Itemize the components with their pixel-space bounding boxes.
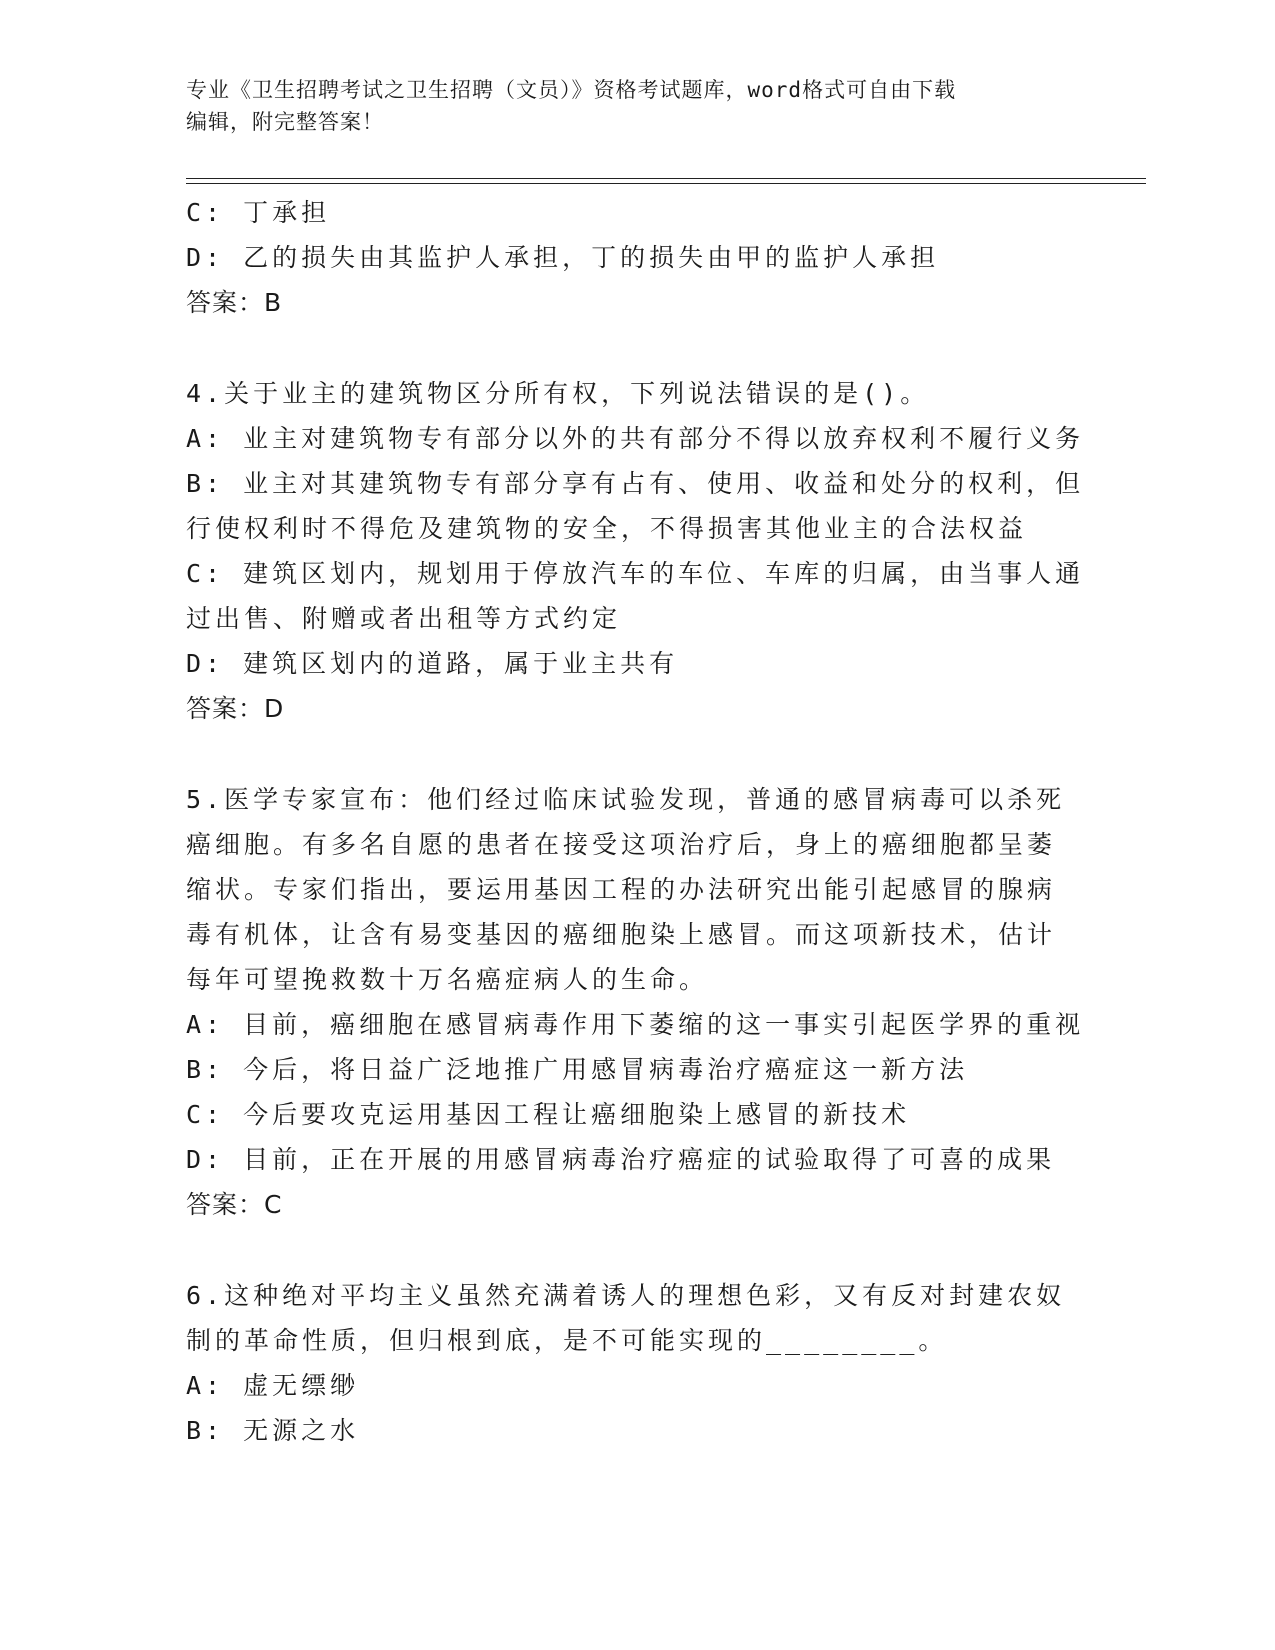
question-stem: 4.关于业主的建筑物区分所有权，下列说法错误的是()。	[186, 379, 930, 408]
option-a: A: 目前，癌细胞在感冒病毒作用下萎缩的这一事实引起医学界的重视	[186, 1010, 1085, 1039]
spacer	[186, 731, 1086, 777]
option-d: D: 乙的损失由其监护人承担，丁的损失由甲的监护人承担	[186, 243, 940, 272]
option-d: D: 目前，正在开展的用感冒病毒治疗癌症的试验取得了可喜的成果	[186, 1145, 1056, 1174]
question-5	[186, 777, 1086, 1227]
header-divider-top	[186, 178, 1146, 179]
option-c: C: 今后要攻克运用基因工程让癌细胞染上感冒的新技术	[186, 1100, 911, 1129]
answer: 答案：D	[186, 694, 285, 723]
header-divider-bottom	[186, 183, 1146, 184]
question-6	[186, 1273, 1086, 1453]
question-3	[186, 190, 1086, 325]
option-d: D: 建筑区划内的道路，属于业主共有	[186, 649, 679, 678]
option-b: B: 业主对其建筑物专有部分享有占有、使用、收益和处分的权利，但	[186, 469, 1085, 498]
question-stem-continued: 癌细胞。有多名自愿的患者在接受这项治疗后，身上的癌细胞都呈萎	[186, 830, 1057, 859]
answer: 答案：B	[186, 288, 283, 317]
spacer	[186, 1227, 1086, 1273]
question-list	[186, 190, 1086, 1453]
spacer	[186, 325, 1086, 371]
header-line-1: 专业《卫生招聘考试之卫生招聘（文员）》资格考试题库，word格式可自由下载	[186, 78, 957, 102]
answer: 答案：C	[186, 1190, 283, 1219]
option-a: A: 虚无缥缈	[186, 1371, 360, 1400]
question-stem-continued: 制的革命性质，但归根到底，是不可能实现的________。	[186, 1326, 948, 1355]
question-4	[186, 371, 1086, 731]
header-line-2: 编辑，附完整答案！	[186, 110, 384, 134]
option-c: C: 建筑区划内，规划用于停放汽车的车位、车库的归属，由当事人通	[186, 559, 1085, 588]
option-c: C: 丁承担	[186, 198, 331, 227]
option-b-continued: 行使权利时不得危及建筑物的安全，不得损害其他业主的合法权益	[186, 514, 1028, 543]
question-stem: 5.医学专家宣布：他们经过临床试验发现，普通的感冒病毒可以杀死	[186, 785, 1066, 814]
question-stem: 6.这种绝对平均主义虽然充满着诱人的理想色彩，又有反对封建农奴	[186, 1281, 1066, 1310]
option-b: B: 今后，将日益广泛地推广用感冒病毒治疗癌症这一新方法	[186, 1055, 969, 1084]
document-header	[186, 74, 1086, 138]
option-b: B: 无源之水	[186, 1416, 360, 1445]
question-stem-continued: 缩状。专家们指出，要运用基因工程的办法研究出能引起感冒的腺病	[186, 875, 1057, 904]
question-stem-continued: 毒有机体，让含有易变基因的癌细胞染上感冒。而这项新技术，估计	[186, 920, 1057, 949]
question-stem-continued: 每年可望挽救数十万名癌症病人的生命。	[186, 965, 709, 994]
option-a: A: 业主对建筑物专有部分以外的共有部分不得以放弃权利不履行义务	[186, 424, 1085, 453]
option-c-continued: 过出售、附赠或者出租等方式约定	[186, 604, 622, 633]
